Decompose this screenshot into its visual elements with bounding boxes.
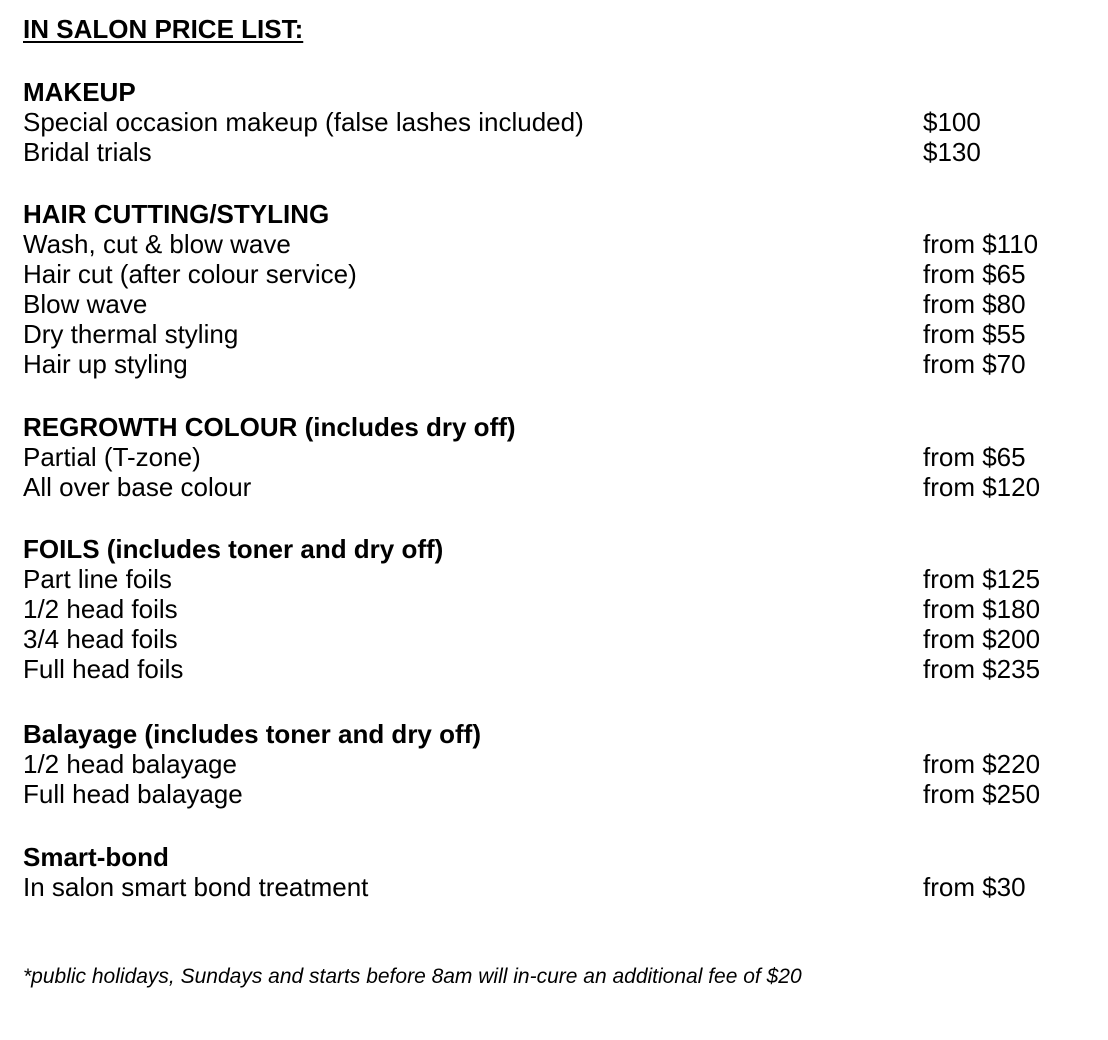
service-name: Full head balayage (23, 779, 243, 809)
price-row (23, 749, 1083, 779)
service-price: $130 (923, 137, 981, 167)
service-name: 1/2 head balayage (23, 749, 237, 779)
service-price: from $65 (923, 442, 1026, 472)
section-heading: FOILS (includes toner and dry off) (23, 534, 444, 564)
section-heading: HAIR CUTTING/STYLING (23, 199, 330, 229)
section-heading: Smart-bond (23, 842, 169, 872)
price-row (23, 654, 1083, 684)
section-smart-bond (23, 842, 1083, 902)
section-regrowth-colour (23, 412, 1083, 502)
service-name: Special occasion makeup (false lashes included) (23, 107, 584, 137)
price-row (23, 289, 1083, 319)
service-price: from $220 (923, 749, 1041, 779)
service-price: from $120 (923, 472, 1041, 502)
section-heading: REGROWTH COLOUR (includes dry off) (23, 412, 516, 442)
service-name: Blow wave (23, 289, 148, 319)
service-price: from $55 (923, 319, 1026, 349)
service-name: Wash, cut & blow wave (23, 229, 291, 259)
price-row (23, 564, 1083, 594)
service-price: $100 (923, 107, 981, 137)
service-price: from $200 (923, 624, 1041, 654)
service-name: In salon smart bond treatment (23, 872, 369, 902)
service-price: from $65 (923, 259, 1026, 289)
section-hair-cutting-styling (23, 199, 1083, 379)
price-row (23, 624, 1083, 654)
section-foils (23, 534, 1083, 684)
section-makeup (23, 77, 1083, 167)
service-name: Bridal trials (23, 137, 152, 167)
service-price: from $30 (923, 872, 1026, 902)
service-name: Hair cut (after colour service) (23, 259, 357, 289)
price-row (23, 349, 1083, 379)
footnote: *public holidays, Sundays and starts before 8am will in-cure an additional fee of $20 (23, 965, 802, 988)
price-row (23, 229, 1083, 259)
price-row (23, 872, 1083, 902)
price-row (23, 259, 1083, 289)
service-name: Partial (T-zone) (23, 442, 201, 472)
service-price: from $70 (923, 349, 1026, 379)
section-balayage (23, 719, 1083, 809)
price-row (23, 319, 1083, 349)
price-row (23, 779, 1083, 809)
price-row (23, 472, 1083, 502)
service-price: from $110 (923, 229, 1039, 259)
service-price: from $180 (923, 594, 1041, 624)
service-name: 1/2 head foils (23, 594, 178, 624)
price-row (23, 107, 1083, 137)
service-name: Full head foils (23, 654, 184, 684)
service-price: from $125 (923, 564, 1041, 594)
service-price: from $235 (923, 654, 1041, 684)
price-row (23, 442, 1083, 472)
service-name: All over base colour (23, 472, 252, 502)
service-name: Part line foils (23, 564, 172, 594)
price-row (23, 137, 1083, 167)
page-title: IN SALON PRICE LIST: (23, 14, 304, 44)
section-heading: Balayage (includes toner and dry off) (23, 719, 481, 749)
service-price: from $80 (923, 289, 1026, 319)
service-name: 3/4 head foils (23, 624, 178, 654)
section-heading: MAKEUP (23, 77, 136, 107)
price-row (23, 594, 1083, 624)
service-name: Hair up styling (23, 349, 188, 379)
service-price: from $250 (923, 779, 1041, 809)
service-name: Dry thermal styling (23, 319, 239, 349)
